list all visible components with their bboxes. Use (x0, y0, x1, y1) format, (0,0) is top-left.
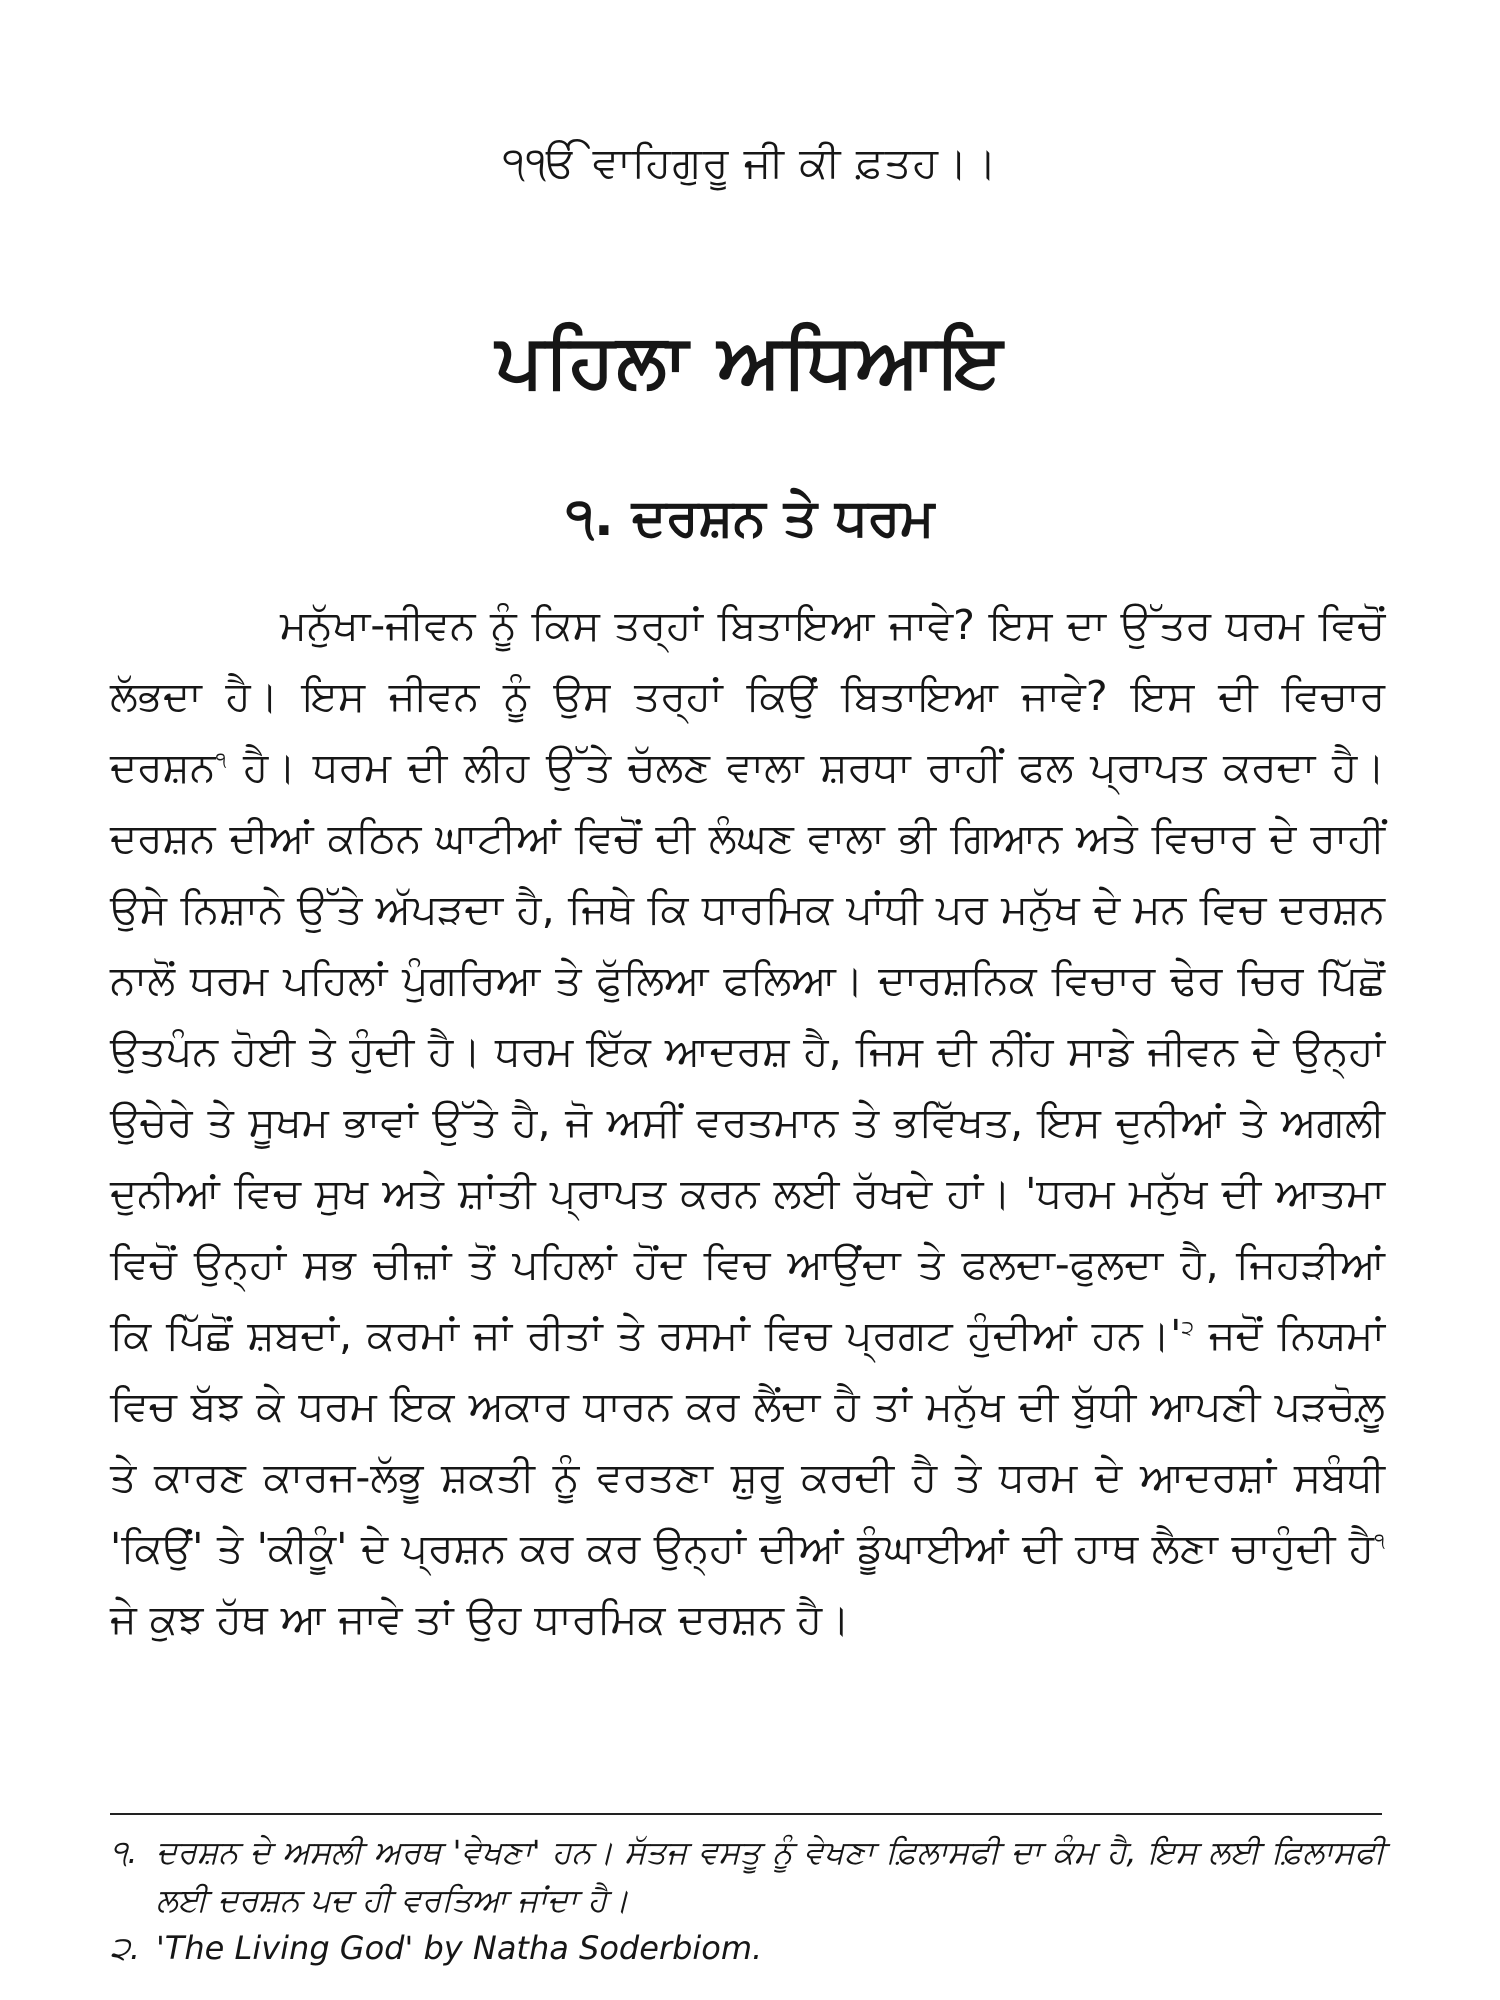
body-text-segment: ਜਦੋਂ ਨਿਯਮਾਂ ਵਿਚ ਬੱਝ ਕੇ ਧਰਮ ਇਕ ਅਕਾਰ ਧਾਰਨ ਕਰ ਲੈਂਦਾ ਹੈ ਤਾਂ ਮਨੁੱਖ ਦੀ ਬੁੱਧੀ ਆਪਣੀ ਪੜਚੋਲ਼ੂ ਤੇ ਕਾਰਣ ਕਾਰਜ-ਲੱਭੂ ਸ਼ਕਤੀ ਨੂੰ ਵਰਤਣਾ ਸ਼ੁਰੂ ਕਰਦੀ ਹੈ ਤੇ ਧਰਮ ਦੇ ਆਦਰਸ਼ਾਂ ਸਬੰਧੀ 'ਕਿਉਂ' ਤੇ 'ਕੀਕੂੰ' ਦੇ ਪ੍ਰਸ਼ਨ ਕਰ ਕਰ ਉਨ੍ਹਾਂ ਦੀਆਂ ਡੂੰਘਾਈਆਂ ਦੀ ਹਾਥ ਲੈਣਾ ਚਾਹੁੰਦੀ ਹੈ (110, 1311, 1385, 1572)
invocation-line: ੧ੴ ਵਾਹਿਗੁਰੂ ਜੀ ਕੀ ਫ਼ਤਹ।। (502, 138, 998, 187)
section-heading: ੧. ਦਰਸ਼ਨ ਤੇ ਧਰਮ (565, 488, 935, 548)
body-paragraph (110, 590, 1385, 1655)
footnote-text: 'The Living God' by Natha Soderbiom. (156, 1929, 763, 1967)
footnote-marker: ੨ (1181, 1315, 1194, 1340)
footnotes (110, 1828, 1385, 1972)
footnote-marker: ੧ (1374, 1528, 1385, 1553)
body-text-segment: ਹੈ। ਧਰਮ ਦੀ ਲੀਹ ਉੱਤੇ ਚੱਲਣ ਵਾਲਾ ਸ਼ਰਧਾ ਰਾਹੀਂ ਫਲ ਪ੍ਰਾਪਤ ਕਰਦਾ ਹੈ। ਦਰਸ਼ਨ ਦੀਆਂ ਕਠਿਨ ਘਾਟੀਆਂ ਵਿਚੋਂ ਦੀ ਲੰਘਣ ਵਾਲਾ ਭੀ ਗਿਆਨ ਅਤੇ ਵਿਚਾਰ ਦੇ ਰਾਹੀਂ ਉਸੇ ਨਿਸ਼ਾਨੇ ਉੱਤੇ ਅੱਪੜਦਾ ਹੈ, ਜਿਥੇ ਕਿ ਧਾਰਮਿਕ ਪਾਂਧੀ ਪਰ ਮਨੁੱਖ ਦੇ ਮਨ ਵਿਚ ਦਰਸ਼ਨ ਨਾਲੋਂ ਧਰਮ ਪਹਿਲਾਂ ਪੁੰਗਰਿਆ ਤੇ ਫੁੱਲਿਆ ਫਲਿਆ। ਦਾਰਸ਼ਨਿਕ ਵਿਚਾਰ ਢੇਰ ਚਿਰ ਪਿੱਛੋਂ ਉਤਪੰਨ ਹੋਈ ਤੇ ਹੁੰਦੀ ਹੈ। ਧਰਮ ਇੱਕ ਆਦਰਸ਼ ਹੈ, ਜਿਸ ਦੀ ਨੀਂਹ ਸਾਡੇ ਜੀਵਨ ਦੇ ਉਨ੍ਹਾਂ ਉਚੇਰੇ ਤੇ ਸੂਖਮ ਭਾਵਾਂ ਉੱਤੇ ਹੈ, ਜੋ ਅਸੀਂ ਵਰਤਮਾਨ ਤੇ ਭਵਿੱਖਤ, ਇਸ ਦੁਨੀਆਂ ਤੇ ਅਗਲੀ ਦੁਨੀਆਂ ਵਿਚ ਸੁਖ ਅਤੇ ਸ਼ਾਂਤੀ ਪ੍ਰਾਪਤ ਕਰਨ ਲਈ ਰੱਖਦੇ ਹਾਂ। 'ਧਰਮ ਮਨੁੱਖ ਦੀ ਆਤਮਾ ਵਿਚੋਂ ਉਨ੍ਹਾਂ ਸਭ ਚੀਜ਼ਾਂ ਤੋਂ ਪਹਿਲਾਂ ਹੋਂਦ ਵਿਚ ਆਉਂਦਾ ਤੇ ਫਲਦਾ-ਫੁਲਦਾ ਹੈ, ਜਿਹੜੀਆਂ ਕਿ ਪਿੱਛੋਂ ਸ਼ਬਦਾਂ, ਕਰਮਾਂ ਜਾਂ ਰੀਤਾਂ ਤੇ ਰਸਮਾਂ ਵਿਚ ਪ੍ਰਗਟ ਹੁੰਦੀਆਂ ਹਨ।' (110, 743, 1385, 1359)
chapter-title: ਪਹਿਲਾ ਅਧਿਆਇ (495, 318, 1005, 404)
footnote-item (110, 1828, 1385, 1924)
footnote-number: ੧. (110, 1833, 138, 1871)
footnote-divider (110, 1813, 1382, 1815)
body-text-segment: ਮਨੁੱਖਾ-ਜੀਵਨ ਨੂੰ ਕਿਸ ਤਰ੍ਹਾਂ ਬਿਤਾਇਆ ਜਾਵੇ? ਇਸ ਦਾ ਉੱਤਰ ਧਰਮ ਵਿਚੋਂ ਲੱਭਦਾ ਹੈ। ਇਸ ਜੀਵਨ ਨੂੰ ਉਸ ਤਰ੍ਹਾਂ ਕਿਉਂ ਬਿਤਾਇਆ ਜਾਵੇ? ਇਸ ਦੀ ਵਿਚਾਰ ਦਰਸ਼ਨ (110, 601, 1385, 791)
footnote-text: ਦਰਸ਼ਨ ਦੇ ਅਸਲੀ ਅਰਥ 'ਵੇਖਣਾ' ਹਨ। ਸੱਤਜ ਵਸਤੂ ਨੂੰ ਵੇਖਣਾ ਫ਼ਿਲਾਸਫੀ ਦਾ ਕੰਮ ਹੈ, ਇਸ ਲਈ ਫ਼ਿਲਾਸਫੀ ਲਈ ਦਰਸ਼ਨ ਪਦ ਹੀ ਵਰਤਿਆ ਜਾਂਦਾ ਹੈ। (156, 1833, 1385, 1919)
footnote-number: ੨. (110, 1929, 141, 1967)
body-text-segment: ਜੇ ਕੁਝ ਹੱਥ ਆ ਜਾਵੇ ਤਾਂ ਉਹ ਧਾਰਮਿਕ ਦਰਸ਼ਨ ਹੈ। (110, 1595, 850, 1643)
footnote-marker: ੧ (215, 747, 227, 772)
footnote-item (110, 1924, 1385, 1972)
